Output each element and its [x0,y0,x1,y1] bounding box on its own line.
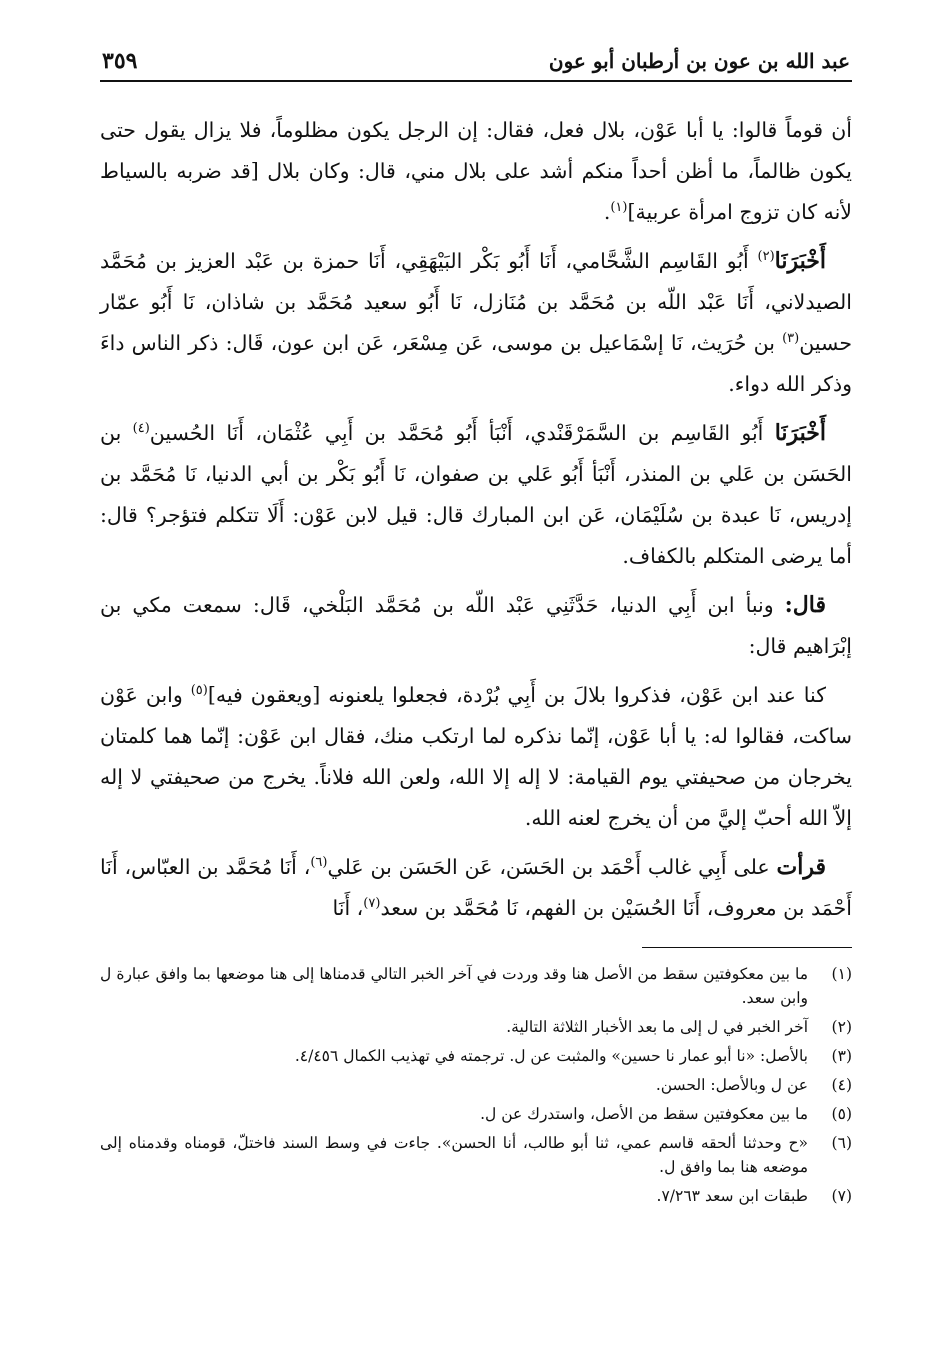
main-text [100,110,852,929]
text-run: . [603,200,611,224]
paragraph-lead-word: أَخْبَرَنَا [774,420,827,446]
footnote [100,1184,852,1208]
footnote-ref: (٣) [782,331,800,347]
footnote-number: (٥) [831,1105,852,1123]
footnote-number: (٧) [831,1187,852,1205]
text-run: ، أَنَا مُحَمَّد بن العبّاس، أَنَا أَحْمَد بن معروف، أَنَا الحُسَيْن بن الفهم، نَا مُحَمَّد بن سعد [100,855,852,920]
footnote [100,1073,852,1097]
footnote [100,962,852,1010]
paragraph-lead-word: أَخْبَرَنَا [774,248,826,274]
footnote [100,1015,852,1039]
footnote-ref: (٢) [757,249,775,265]
footnote-number: (٢) [831,1018,852,1036]
text-run: أَبُو القَاسِم الشَّحَّامي، أَنَا أَبُو بَكْر البَيْهَقِي، أَنَا حمزة بن عَبْد العزيز بن مُحَمَّد الصيدلاني، أَنَا عَبْد اللّه بن مُحَمَّد بن مُنَازل، نَا أَبُو سعيد مُحَمَّد بن شاذان، نَا أَبُو عمّار حسين [100,249,852,355]
footnote-text: ما بين معكوفتين سقط من الأصل هنا وقد وردت في آخر الخبر التالي قدمناها إلى هنا موضعها بما وافق عبارة ل وابن سعد. [100,965,809,1007]
text-run: بن حُرَيث، نَا إسْمَاعيل بن موسى، عَن مِسْعَر، عَن ابن عون، قَال: ذكر الناس داءَ وذكر الله دواء. [100,331,852,396]
footnote [100,1102,852,1126]
book-page [100,48,852,1213]
footnote-ref: (١) [610,200,628,216]
text-run: على أَبِي غالب أَحْمَد بن الحَسَن، عَن الحَسَن بن عَلي [327,855,777,879]
footnote-number: (٦) [831,1134,852,1152]
text-run: أن قوماً قالوا: يا أبا عَوْن، بلال فعل، فقال: إن الرجل يكون مظلوماً، فلا يزال يقول حتى يكون ظالماً، ما أظن أحداً منكم أشد على بلال مني، قال: وكان بلال [قد ضربه بالسياط لأنه كان تزوج امرأة عربية] [100,118,852,224]
footnote [100,1131,852,1179]
text-run: وابن عَوْن ساكت، فقالوا له: يا أبا عَوْن، إنّما نذكره لما ارتكب منك، فقال ابن عَوْن: إنّما هما كلمتان يخرجان من صحيفتي يوم القيامة: لا إله إلا الله، ولعن الله فلاناً. يخرج من صحيفتي لا إله إلاّ الله أحبّ إليَّ من أن يخرج لعنه الله. [100,683,852,830]
footnote-number: (٣) [831,1047,852,1065]
paragraph [100,413,852,577]
footnote-text: ما بين معكوفتين سقط من الأصل، واستدرك عن ل. [480,1105,808,1123]
page-number: ٣٥٩ [102,48,138,74]
running-header [100,48,852,82]
paragraph [100,110,852,233]
footnote-number: (١) [831,965,852,983]
text-run: كنا عند ابن عَوْن، فذكروا بلالَ بن أَبِي بُرْدة، فجعلوا يلعنونه [ويعقون فيه] [207,683,826,707]
paragraph [100,585,852,667]
footnote-ref: (٧) [363,896,381,912]
text-run: ، أَنَا [332,896,364,920]
footnotes [100,962,852,1208]
paragraph [100,675,852,839]
footnote-text: طبقات ابن سعد ٧/٢٦٣. [656,1187,808,1205]
footnote-number: (٤) [831,1076,852,1094]
footnote-text: عن ل وبالأصل: الحسن. [655,1076,808,1094]
footnote-ref: (٥) [190,683,208,699]
text-run: أَبُو القَاسِم بن السَّمَرْقَنْدي، أَنْبَأ أَبُو مُحَمَّد بن أَبِي عُثْمَان، أَنَا الحُسين [149,421,775,445]
running-title: عبد الله بن عون بن أرطبان أبو عون [548,49,850,73]
paragraph-lead-word: قرأت [776,854,826,880]
footnote-text: آخر الخبر في ل إلى ما بعد الأخبار الثلاثة التالية. [506,1018,808,1036]
text-run: بن الحَسَن بن عَلي بن المنذر، أَنْبَأ أَبُو عَلي بن صفوان، نَا أَبُو بَكْر بن أبي الدنيا، نَا مُحَمَّد بن إدريس، نَا عبدة بن سُلَيْمَان، عَن ابن المبارك قال: قيل لابن عَوْن: أَلَا تتكلم فتؤجر؟ قال: أما يرضى المتكلم بالكفاف. [100,421,852,568]
paragraph [100,847,852,929]
paragraph [100,241,852,405]
footnote-text: «ح وحدثنا ألحقه قاسم عمي، ثنا أبو طالب، أنا الحسن». جاءت في وسط السند فاختلّ، قومناه وقدمناه إلى موضعه هنا بما وافق ل. [100,1134,808,1176]
footnote-text: بالأصل: «نا أبو عمار نا حسين» والمثبت عن ل. ترجمته في تهذيب الكمال ٤/٤٥٦. [294,1047,808,1065]
text-run: ونبأ ابن أَبِي الدنيا، حَدَّثَنِي عَبْد اللّه بن مُحَمَّد البَلْخي، قَال: سمعت مكي بن إبْرَاهيم قال: [100,593,852,658]
footnote-ref: (٤) [132,421,150,437]
footnote [100,1044,852,1068]
footnote-ref: (٦) [310,855,328,871]
paragraph-lead-word: قال: [784,592,826,618]
footnote-separator [642,947,852,948]
